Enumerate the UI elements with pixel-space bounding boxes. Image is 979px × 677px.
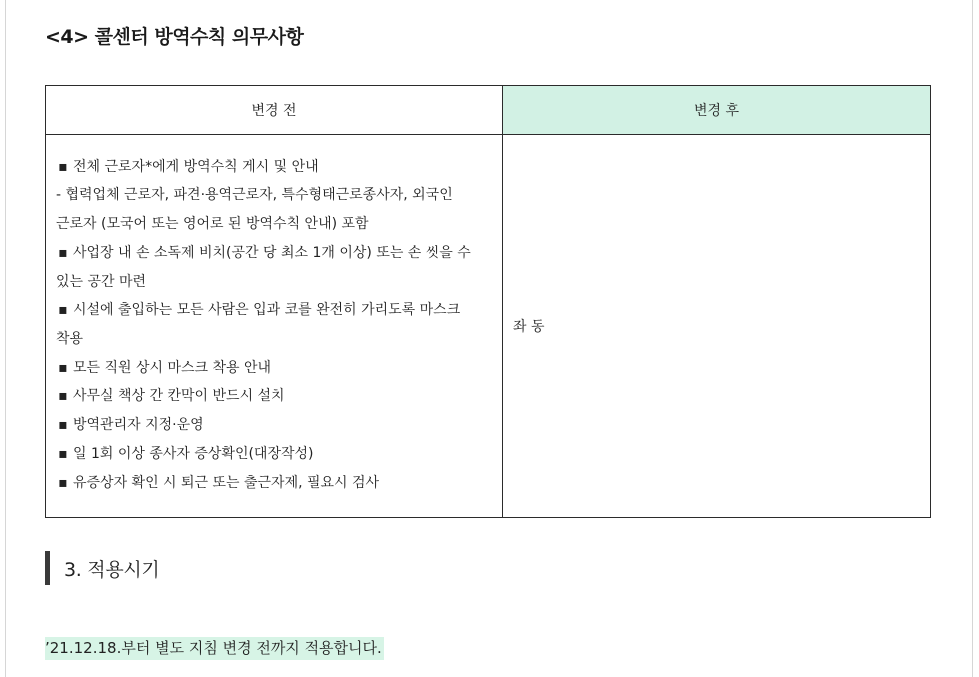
list-item: ▪ 사무실 책상 간 칸막이 반드시 설치 (56, 382, 492, 411)
table-row (46, 135, 931, 518)
list-item-detail: 근로자 (모국어 또는 영어로 된 방역수칙 안내) 포함 (56, 216, 369, 233)
list-item: ▪ 전체 근로자*에게 방역수칙 게시 및 안내 (56, 153, 492, 182)
list-item-continuation: 착용 (56, 331, 84, 347)
list-item: ▪ 방역관리자 지정·운영 (56, 411, 492, 440)
page-left-border (5, 0, 6, 677)
list-item: ▪ 일 1회 이상 종사자 증상확인(대장작성) (56, 440, 492, 469)
section-title: <4> 콜센터 방역수칙 의무사항 (45, 26, 304, 48)
after-cell: 좌 동 (503, 135, 931, 518)
subsection-heading (45, 551, 159, 585)
list-item-continuation: 있는 공간 마련 (56, 273, 147, 290)
header-before: 변경 전 (46, 86, 503, 135)
header-after: 변경 후 (503, 86, 931, 135)
change-comparison-table (45, 85, 931, 518)
table-header-row (46, 86, 931, 135)
before-cell (46, 135, 503, 518)
section-bar (45, 551, 50, 585)
subsection-title: 3. 적용시기 (64, 558, 160, 581)
list-item: ▪ 사업장 내 손 소독제 비치(공간 당 최소 1개 이상) 또는 손 씻을 수 (56, 239, 492, 268)
list-item: ▪ 시설에 출입하는 모든 사람은 입과 코를 완전히 가리도록 마스크 (56, 296, 492, 325)
list-item: ▪ 모든 직원 상시 마스크 착용 안내 (56, 354, 492, 383)
list-item: ▪ 유증상자 확인 시 퇴근 또는 출근자제, 필요시 검사 (56, 469, 492, 498)
page-right-border (972, 0, 973, 677)
effective-date-notice: ’21.12.18.부터 별도 지침 변경 전까지 적용합니다. (45, 637, 384, 660)
list-item-detail: - 협력업체 근로자, 파견·용역근로자, 특수형태근로종사자, 외국인 (56, 187, 453, 204)
